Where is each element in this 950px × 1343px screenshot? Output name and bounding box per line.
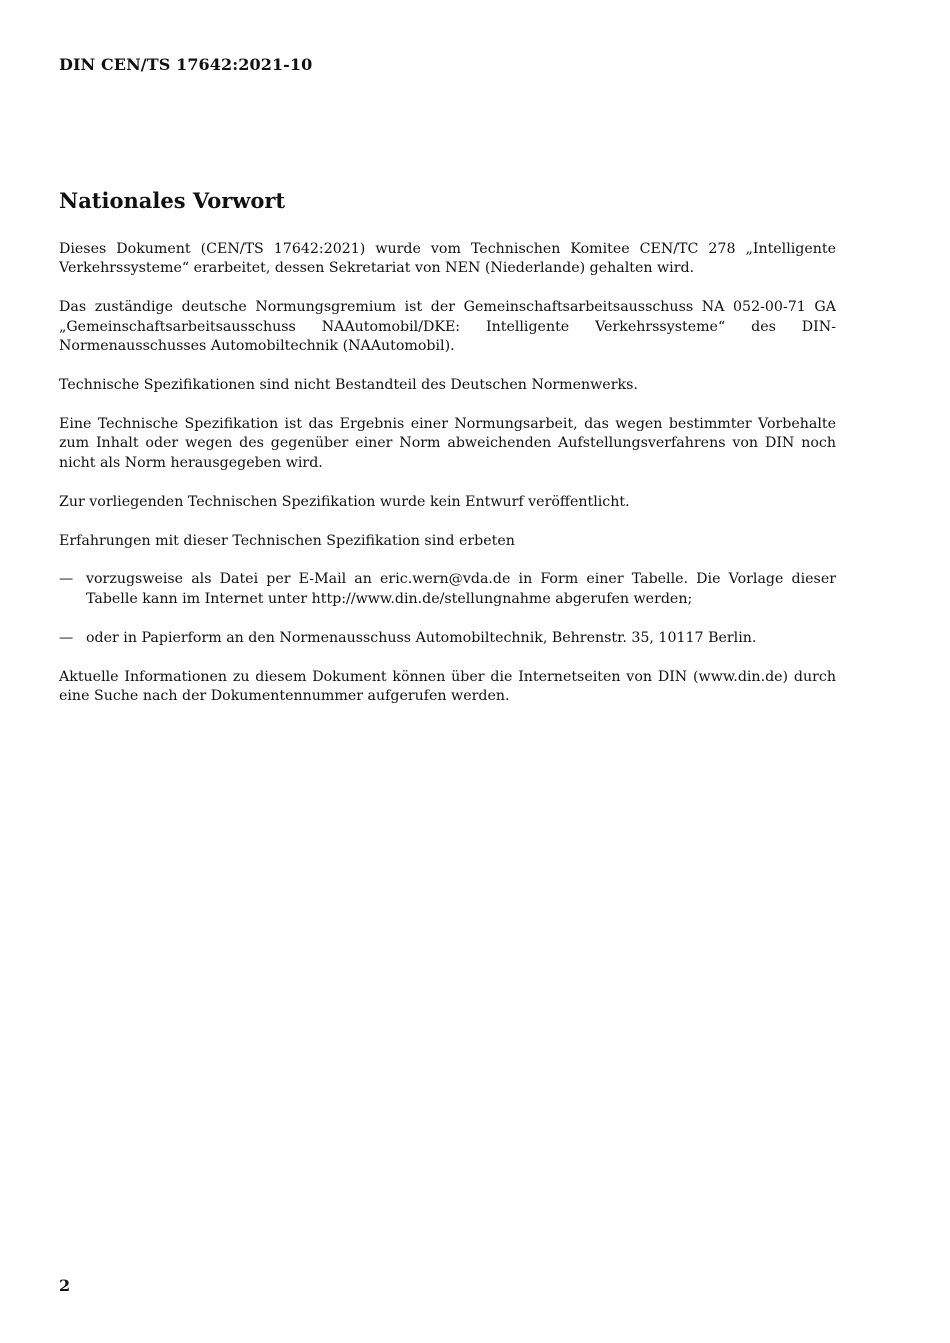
dash-bullet: — [59, 629, 74, 646]
list-item-text: oder in Papierform an den Normenausschuss Automobiltechnik, Behrenstr. 35, 10117 Berlin. [86, 629, 757, 646]
section-title: Nationales Vorwort [59, 188, 286, 213]
paragraph-committee: Dieses Dokument (CEN/TS 17642:2021) wurde vom Technischen Komitee CEN/TC 278 „Intelligente Verkehrssysteme“ erarbeitet, dessen Sekretariat von NEN (Niederlande) gehalten wird. [59, 241, 836, 277]
list-item-email [59, 570, 836, 609]
paragraph-feedback-intro: Erfahrungen mit dieser Technischen Spezifikation sind erbeten [59, 532, 515, 549]
document-id-header: DIN CEN/TS 17642:2021-10 [59, 55, 313, 74]
section-body [59, 240, 836, 726]
paragraph-no-draft: Zur vorliegenden Technischen Spezifikation wurde kein Entwurf veröffentlicht. [59, 493, 630, 510]
paragraph-not-part-of-standards: Technische Spezifikationen sind nicht Bestandteil des Deutschen Normenwerks. [59, 377, 638, 394]
list-item-text: vorzugsweise als Datei per E-Mail an eric.wern@vda.de in Form einer Tabelle. Die Vorlage dieser Tabelle kann im Internet unter http://www.din.de/stellungnahme abgerufen werden; [86, 571, 836, 607]
list-item-paper [59, 629, 836, 648]
dash-bullet: — [59, 571, 74, 588]
page-number: 2 [59, 1276, 71, 1295]
paragraph-national-body: Das zuständige deutsche Normungsgremium ist der Gemeinschaftsarbeitsausschuss NA 052-00-71 GA „Gemeinschaftsarbeitsausschuss NAAutomobil/DKE: Intelligente Verkehrssysteme“ des DIN-Normenausschusses Automobiltechnik (NAAutomobil). [59, 299, 836, 355]
paragraph-definition: Eine Technische Spezifikation ist das Ergebnis einer Normungsarbeit, das wegen bestimmter Vorbehalte zum Inhalt oder wegen des gegenüber einer Norm abweichenden Aufstellungsverfahrens von DIN noch nicht als Norm herausgegeben wird. [59, 415, 836, 471]
paragraph-closing: Aktuelle Informationen zu diesem Dokument können über die Internetseiten von DIN (www.din.de) durch eine Suche nach der Dokumentennummer aufgerufen werden. [59, 668, 836, 705]
